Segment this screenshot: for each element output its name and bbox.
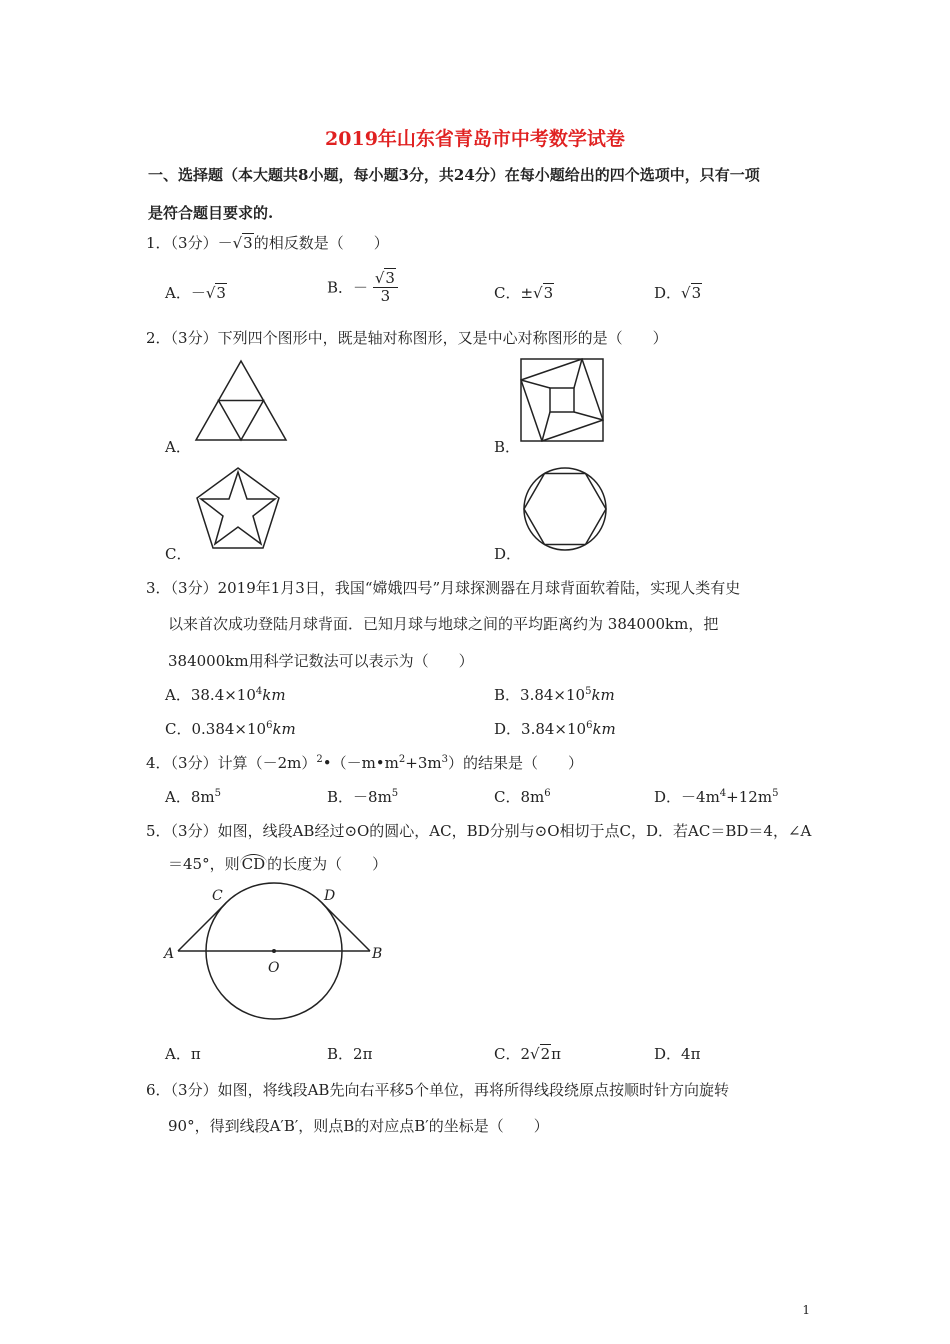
triangle-figure [195,360,287,442]
arc-cd: CD [241,855,266,873]
question-5-option-d[interactable]: D．4π [654,1045,701,1063]
question-2-option-d[interactable]: D． [494,545,522,563]
section-header-line1: 一、选择题（本大题共8小题，每小题3分，共24分）在每小题给出的四个选项中，只有一项 [148,166,760,184]
question-5-option-b[interactable]: B．2π [327,1045,373,1063]
question-2-stem: 2．（3分）下列四个图形中，既是轴对称图形，又是中心对称图形的是（ ） [146,329,668,347]
question-5-line1: 5．（3分）如图，线段AB经过⊙O的圆心，AC，BD分别与⊙O相切于点C，D．若AC＝BD＝4，∠A [146,822,812,840]
question-4-option-a[interactable]: A．$8m^5$ [165,788,221,806]
page-number: 1 [802,1303,810,1317]
circle-tangent-figure [160,884,390,1044]
question-3-option-a[interactable]: A．$38.4\times 10^4km$ [165,686,286,704]
page-title: 2019年山东省青岛市中考数学试卷 [325,128,625,150]
point-c-label: C [212,888,223,904]
question-3-option-c[interactable]: C．$0.384\times 10^6km$ [165,720,296,738]
question-2-option-c[interactable]: C． [165,545,192,563]
question-3-line2: 以来首次成功登陆月球背面．已知月球与地球之间的平均距离约为 384000km，把 [168,615,719,633]
question-3-line3: 384000km用科学记数法可以表示为（ ） [168,652,474,670]
question-3-option-b[interactable]: B．$3.84\times 10^5km$ [494,686,615,704]
section-header-line2: 是符合题目要求的. [148,204,274,222]
point-d-label: D [324,888,336,904]
question-2-option-a[interactable]: A． [165,438,191,456]
question-5-option-a[interactable]: A．π [165,1045,201,1063]
circle-hexagon-figure [522,466,608,552]
point-o-label: O [268,960,280,976]
question-5-line2: ＝45°，则 CD 的长度为（ ） [168,855,388,873]
pentagon-star-figure [195,466,281,552]
question-3-option-d[interactable]: D．$3.84\times 10^6km$ [494,720,616,738]
question-4-option-d[interactable]: D．$-4m^4+12m^5$ [654,788,779,806]
question-1-option-b[interactable]: B．－ $\frac{√3}{3}$ [327,270,398,304]
question-6-line1: 6．（3分）如图，将线段AB先向右平移5个单位，再将所得线段绕原点按顺时针方向旋转 [146,1081,729,1099]
question-4-option-b[interactable]: B．$-8m^5$ [327,788,399,806]
square-figure [520,358,604,442]
question-4-option-c[interactable]: C．$8m^6$ [494,788,551,806]
question-5-option-c[interactable]: C．2√2π [494,1045,561,1063]
question-1-option-a[interactable]: A．－√3 [165,284,226,302]
question-2-option-b[interactable]: B． [494,438,521,456]
question-1-stem: 1．（3分）－√3的相反数是（ ） [146,234,389,252]
point-b-label: B [372,946,383,962]
question-1-option-c[interactable]: C．±√3 [494,284,554,302]
question-4-stem: 4．（3分）计算$(-2m)^2•(-m•m^2+3m^3)$的结果是（ ） [146,754,583,772]
question-1-option-d[interactable]: D．√3 [654,284,702,302]
question-6-line2: 90°，得到线段A′B′，则点B的对应点B′的坐标是（ ） [168,1117,549,1135]
fraction: $\frac{√3}{3}$ [373,270,398,304]
question-3-line1: 3．（3分）2019年1月3日，我国“嫦娥四号”月球探测器在月球背面软着陆，实现人类有史 [146,579,741,597]
point-a-label: A [164,946,175,962]
